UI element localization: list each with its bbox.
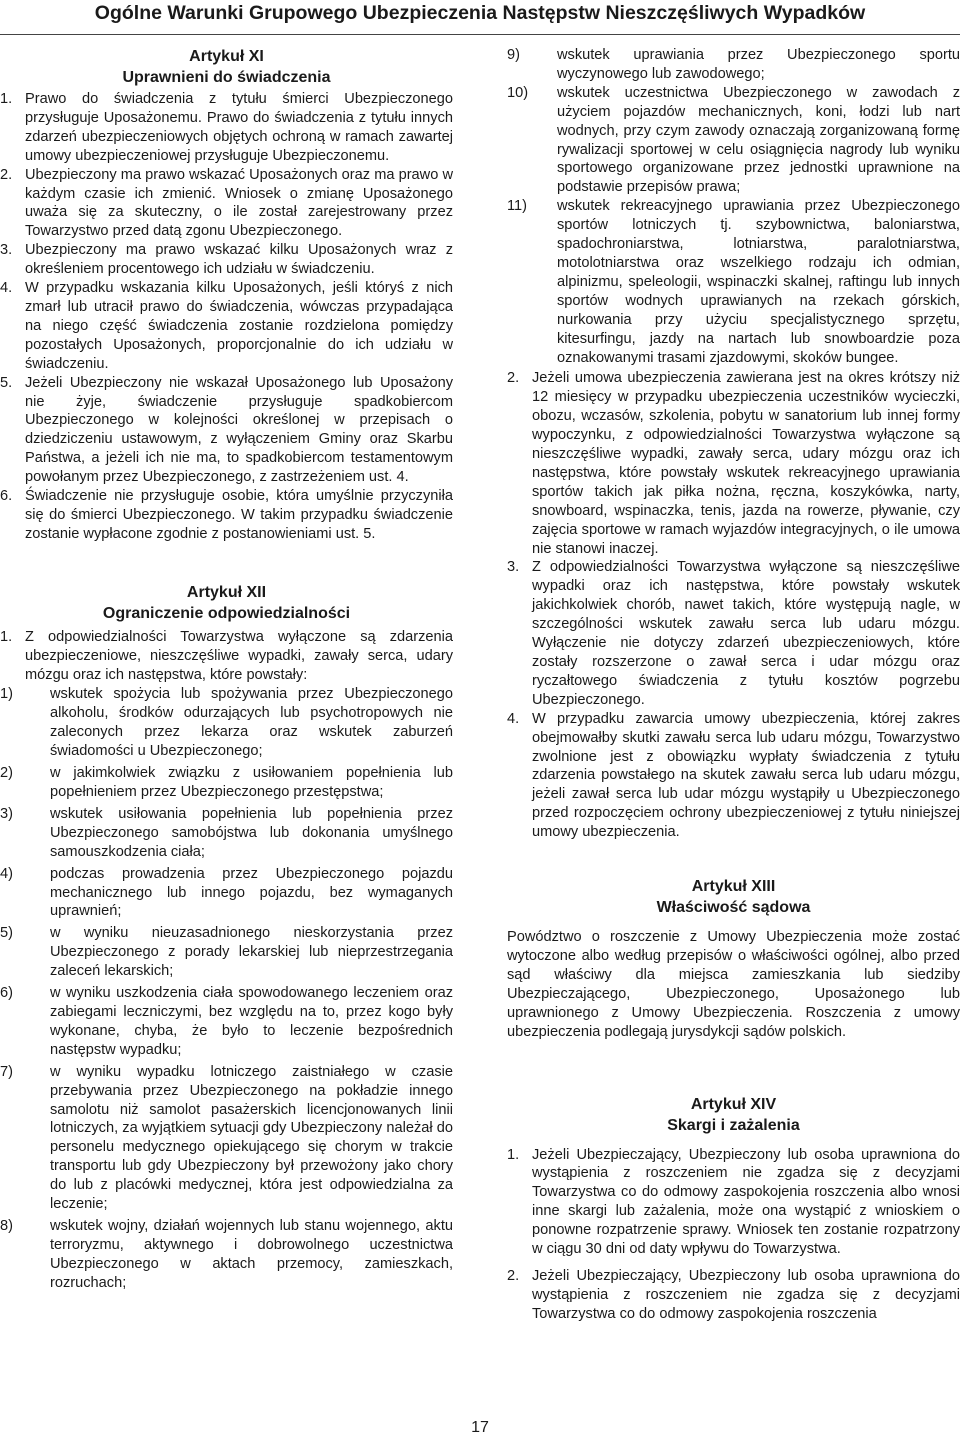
article-11-subtitle: Uprawnieni do świadczenia — [122, 69, 331, 86]
document-title: Ogólne Warunki Grupowego Ubezpieczenia Następstw Nieszczęśliwych Wypadków — [94, 2, 866, 24]
list-item: 4) podczas prowadzenia przez Ubezpieczonego pojazdu mechanicznego lub innego pojazdu, bez wymaganych uprawnień; — [0, 865, 453, 920]
article-12-list-continued — [507, 369, 960, 842]
list-item: 5) w wyniku nieuzasadnionego nieskorzystania przez Ubezpieczonego z porady lekarskiej lub nieprzestrzegania zaleceń lekarskich; — [0, 925, 453, 980]
article-11 — [0, 46, 453, 544]
article-12-subtitle: Ograniczenie odpowiedzialności — [102, 604, 351, 622]
list-item: 1) wskutek spożycia lub spożywania przez Ubezpieczonego alkoholu, środków odurzających lub psychotropowych nie zaleconych przez lekarza oraz wskutek zaburzeń świadomości u Ubezpieczonego; — [0, 686, 453, 760]
article-14-list — [507, 1146, 960, 1324]
article-12-sublist — [0, 685, 453, 1292]
list-item: 9) wskutek uprawiania przez Ubezpieczonego sportu wyczynowego lub zawodowego; — [507, 47, 960, 82]
right-column — [507, 46, 960, 1324]
list-item: 7) w wyniku wypadku lotniczego zaistniałego w czasie przebywania przez Ubezpieczonego na pokładzie innego samolotu niż samolot pasażerskich licencjonowanych linii lotniczych, za wyjątkiem sytuacji gdy Ubezpieczony należał do personelu medycznego opiekującego się chorym w trakcie transportu lub gdy Ubezpieczony był przewożony jako chory do lub z placówki medycznej, która jest odpowiedzialna za leczenie; — [0, 1063, 453, 1213]
list-item: 1. Prawo do świadczenia z tytułu śmierci Ubezpieczonego przysługuje Uposażonemu. Prawo do świadczenia z tytułu innych zdarzeń ubezpieczeniowych objętych ochroną w ramach zawartej umowy ubezpieczeniowej przysługuje Ubezpieczonemu. — [0, 91, 453, 164]
list-item: 4. W przypadku wskazania kilku Uposażonych, jeśli któryś z nich zmarł lub utracił prawo do świadczenia, wówczas przypadająca na niego część świadczenia zostanie rozdzielona pomiędzy pozostałych Uposażonych, proporcjonalnie do ich udziału w świadczeniu. — [0, 280, 453, 372]
list-item: 4. W przypadku zawarcia umowy ubezpieczenia, której zakres obejmowałby skutki zawału serca lub udaru mózgu, Towarzystwo zwolnione jest z obowiązku wypłaty świadczenia z tytułu zdarzenia powstałego na skutek zawału serca lub udaru mózgu, jeżeli zawał serca lub udar mózgu wystąpiły u Ubezpieczonego przed rozpoczęciem ochrony ubezpieczeniowej z tytułu niniejszej umowy ubezpieczenia. — [507, 710, 960, 841]
article-12 — [0, 582, 453, 1293]
article-13 — [507, 876, 960, 1041]
list-item: 2) w jakimkolwiek związku z usiłowaniem popełnienia lub popełnieniem przez Ubezpieczonego przestępstwa; — [0, 765, 453, 800]
article-14 — [507, 1094, 960, 1324]
list-item: 2. Ubezpieczony ma prawo wskazać Uposażonych oraz ma prawo w każdym czasie ich zmienić. Wniosek o zmianę Uposażonego uważa się za skuteczny, o ile został zarejestrowany przez Towarzystwo przed datą zgonu Ubezpieczonego. — [0, 166, 453, 240]
article-11-title: Artykuł XI — [189, 48, 264, 65]
list-item: 2. Jeżeli umowa ubezpieczenia zawierana jest na okres krótszy niż 12 miesięcy w przypadku ubezpieczenia uczestników wycieczki, obozu, wczasów, szkolenia, pobytu w sanatorium lub innej formy wypoczynku, z odpowiedzialności Towarzystwa wyłączone są nieszczęśliwe wypadki, zawały serca, udary mózgu oraz ich następstwa, które powstały wskutek rekreacyjnego uprawiania sportów takich jak piłka nożna, ręczna, koszykówka, narty, snowboard, wspinaczka, tenis, jazda na rowerze, pływanie, czy zajęcia sportowe w ramach wyjazdów integracyjnych, o ile umowa nie stanowi inaczej. — [507, 370, 960, 557]
list-item: 10) wskutek uczestnictwa Ubezpieczonego w zawodach z użyciem pojazdów mechanicznych, koni, łodzi lub nart wodnych, przy czym zawody oznaczają zorganizowaną formę rywalizacji sportowej w celu osiągnięcia nagrody lub wyniku sportowego organizowane przez jednostki uprawnione na podstawie przepisów prawa; — [507, 84, 960, 196]
article-11-list — [0, 90, 453, 544]
list-item: 5. Jeżeli Ubezpieczony nie wskazał Uposażonego lub Uposażony nie żyje, świadczenie przysługuje spadkobiercom Ubezpieczonego w kolejności określonej w przepisach o dziedziczeniu ustawowym, z wyłączeniem Gminy oraz Skarbu Państwa, a jeżeli ich nie ma, to spadkobiercom testamentowym powołanym przez Ubezpieczonego, z zastrzeżeniem ust. 4. — [0, 374, 453, 486]
article-13-subtitle: Właściwość sądowa — [656, 899, 811, 917]
list-item: 3. Z odpowiedzialności Towarzystwa wyłączone są nieszczęśliwe wypadki oraz ich następstwa, które powstały wskutek jakichkolwiek chorób, nawet takich, które występują nagle, w szczególności wskutek zawału serca lub udaru mózgu. Wyłączenie nie dotyczy zdarzeń ubezpieczeniowych, które zostały rozszerzone o zawał serca i udar mózgu oraz ryczałtowego świadczenia z tytułu kosztów pogrzebu Ubezpieczonego. — [507, 559, 960, 708]
article-12-list — [0, 628, 453, 685]
left-column — [0, 46, 453, 1293]
article-12-title: Artykuł XII — [186, 583, 267, 601]
list-item: 2. Jeżeli Ubezpieczający, Ubezpieczony lub osoba uprawniona do wystąpienia z roszczeniem nie zgadza się z decyzjami Towarzystwa co do odmowy zaspokojenia roszczenia — [507, 1267, 960, 1322]
list-item: 1. Jeżeli Ubezpieczający, Ubezpieczony lub osoba uprawniona do wystąpienia z roszczeniem nie zgadza się z decyzjami Towarzystwa co do odmowy zaspokojenia roszczenia albo wnosi inne skargi lub zażalenia, może ona wystąpić z wnioskiem o ponowne rozpatrzenie sprawy. Wniosek ten zostanie rozpatrzony w ciągu 30 dni od daty wpływu do Towarzystwa. — [507, 1146, 960, 1258]
article-14-title: Artykuł XIV — [690, 1095, 777, 1113]
article-14-subtitle: Skargi i zażalenia — [667, 1116, 800, 1134]
list-item: 6. Świadczenie nie przysługuje osobie, która umyślnie przyczyniła się do śmierci Ubezpieczonego. W takim przypadku świadczenie zostanie wypłacone zgodnie z postanowieniami ust. 5. — [0, 488, 453, 542]
list-item: 6) w wyniku uszkodzenia ciała spowodowanego leczeniem oraz zabiegami leczniczymi, bez względu na to, przez kogo były wykonane, chyba, że było to leczenie bezpośrednich następstw wypadku; — [0, 985, 453, 1058]
article-13-paragraph: Powództwo o roszczenie z Umowy Ubezpieczenia może zostać wytoczone albo według przepisów o właściwości ogólnej, albo przed sąd właściwy dla miejsca zamieszkania lub siedziby Ubezpieczającego, Ubezpieczonego, Uposażonego lub uprawnionego z Umowy Ubezpieczenia. Roszczenia z umowy ubezpieczenia podlegają jurysdykcji sądów polskich. — [507, 929, 960, 1040]
article-12-sublist-continued — [507, 46, 960, 367]
list-item: 1. Z odpowiedzialności Towarzystwa wyłączone są zdarzenia ubezpieczeniowe, nieszczęśliwe wypadki, zawały serca, udary mózgu oraz ich następstwa, które powstały: — [0, 628, 453, 683]
list-item: 3) wskutek usiłowania popełnienia lub popełnienia przez Ubezpieczonego samobójstwa lub dokonania umyślnego samouszkodzenia ciała; — [0, 805, 453, 860]
list-item: 8) wskutek wojny, działań wojennych lub stanu wojennego, aktu terroryzmu, aktywnego i dobrowolnego uczestnictwa Ubezpieczonego w aktach przemocy, zamieszkach, rozruchach; — [0, 1217, 453, 1291]
page-number: 17 — [471, 1419, 489, 1436]
header-divider — [0, 34, 960, 35]
document-header — [0, 0, 960, 38]
list-item: 3. Ubezpieczony ma prawo wskazać kilku Uposażonych wraz z określeniem procentowego ich udziału w świadczeniu. — [0, 242, 453, 278]
list-item: 11) wskutek rekreacyjnego uprawiania przez Ubezpieczonego sportów lotniczych tj. szybownictwa, baloniarstwa, spadochroniarstwa, lotniarstwa, paralotniarstwa, motolotniarstwa oraz wszelkiego rodzaju ich odmian, alpinizmu, speleologii, wspinaczki skalnej, raftingu lub innych sportów wodnych uprawianych na rzekach górskich, nurkowania przy użyciu specjalistycznego sprzętu, kitesurfingu, jazdy na nartach lub snowboardzie poza oznakowanymi trasami zjazdowymi, skoków bungee. — [507, 198, 960, 366]
article-13-title: Artykuł XIII — [691, 878, 776, 896]
